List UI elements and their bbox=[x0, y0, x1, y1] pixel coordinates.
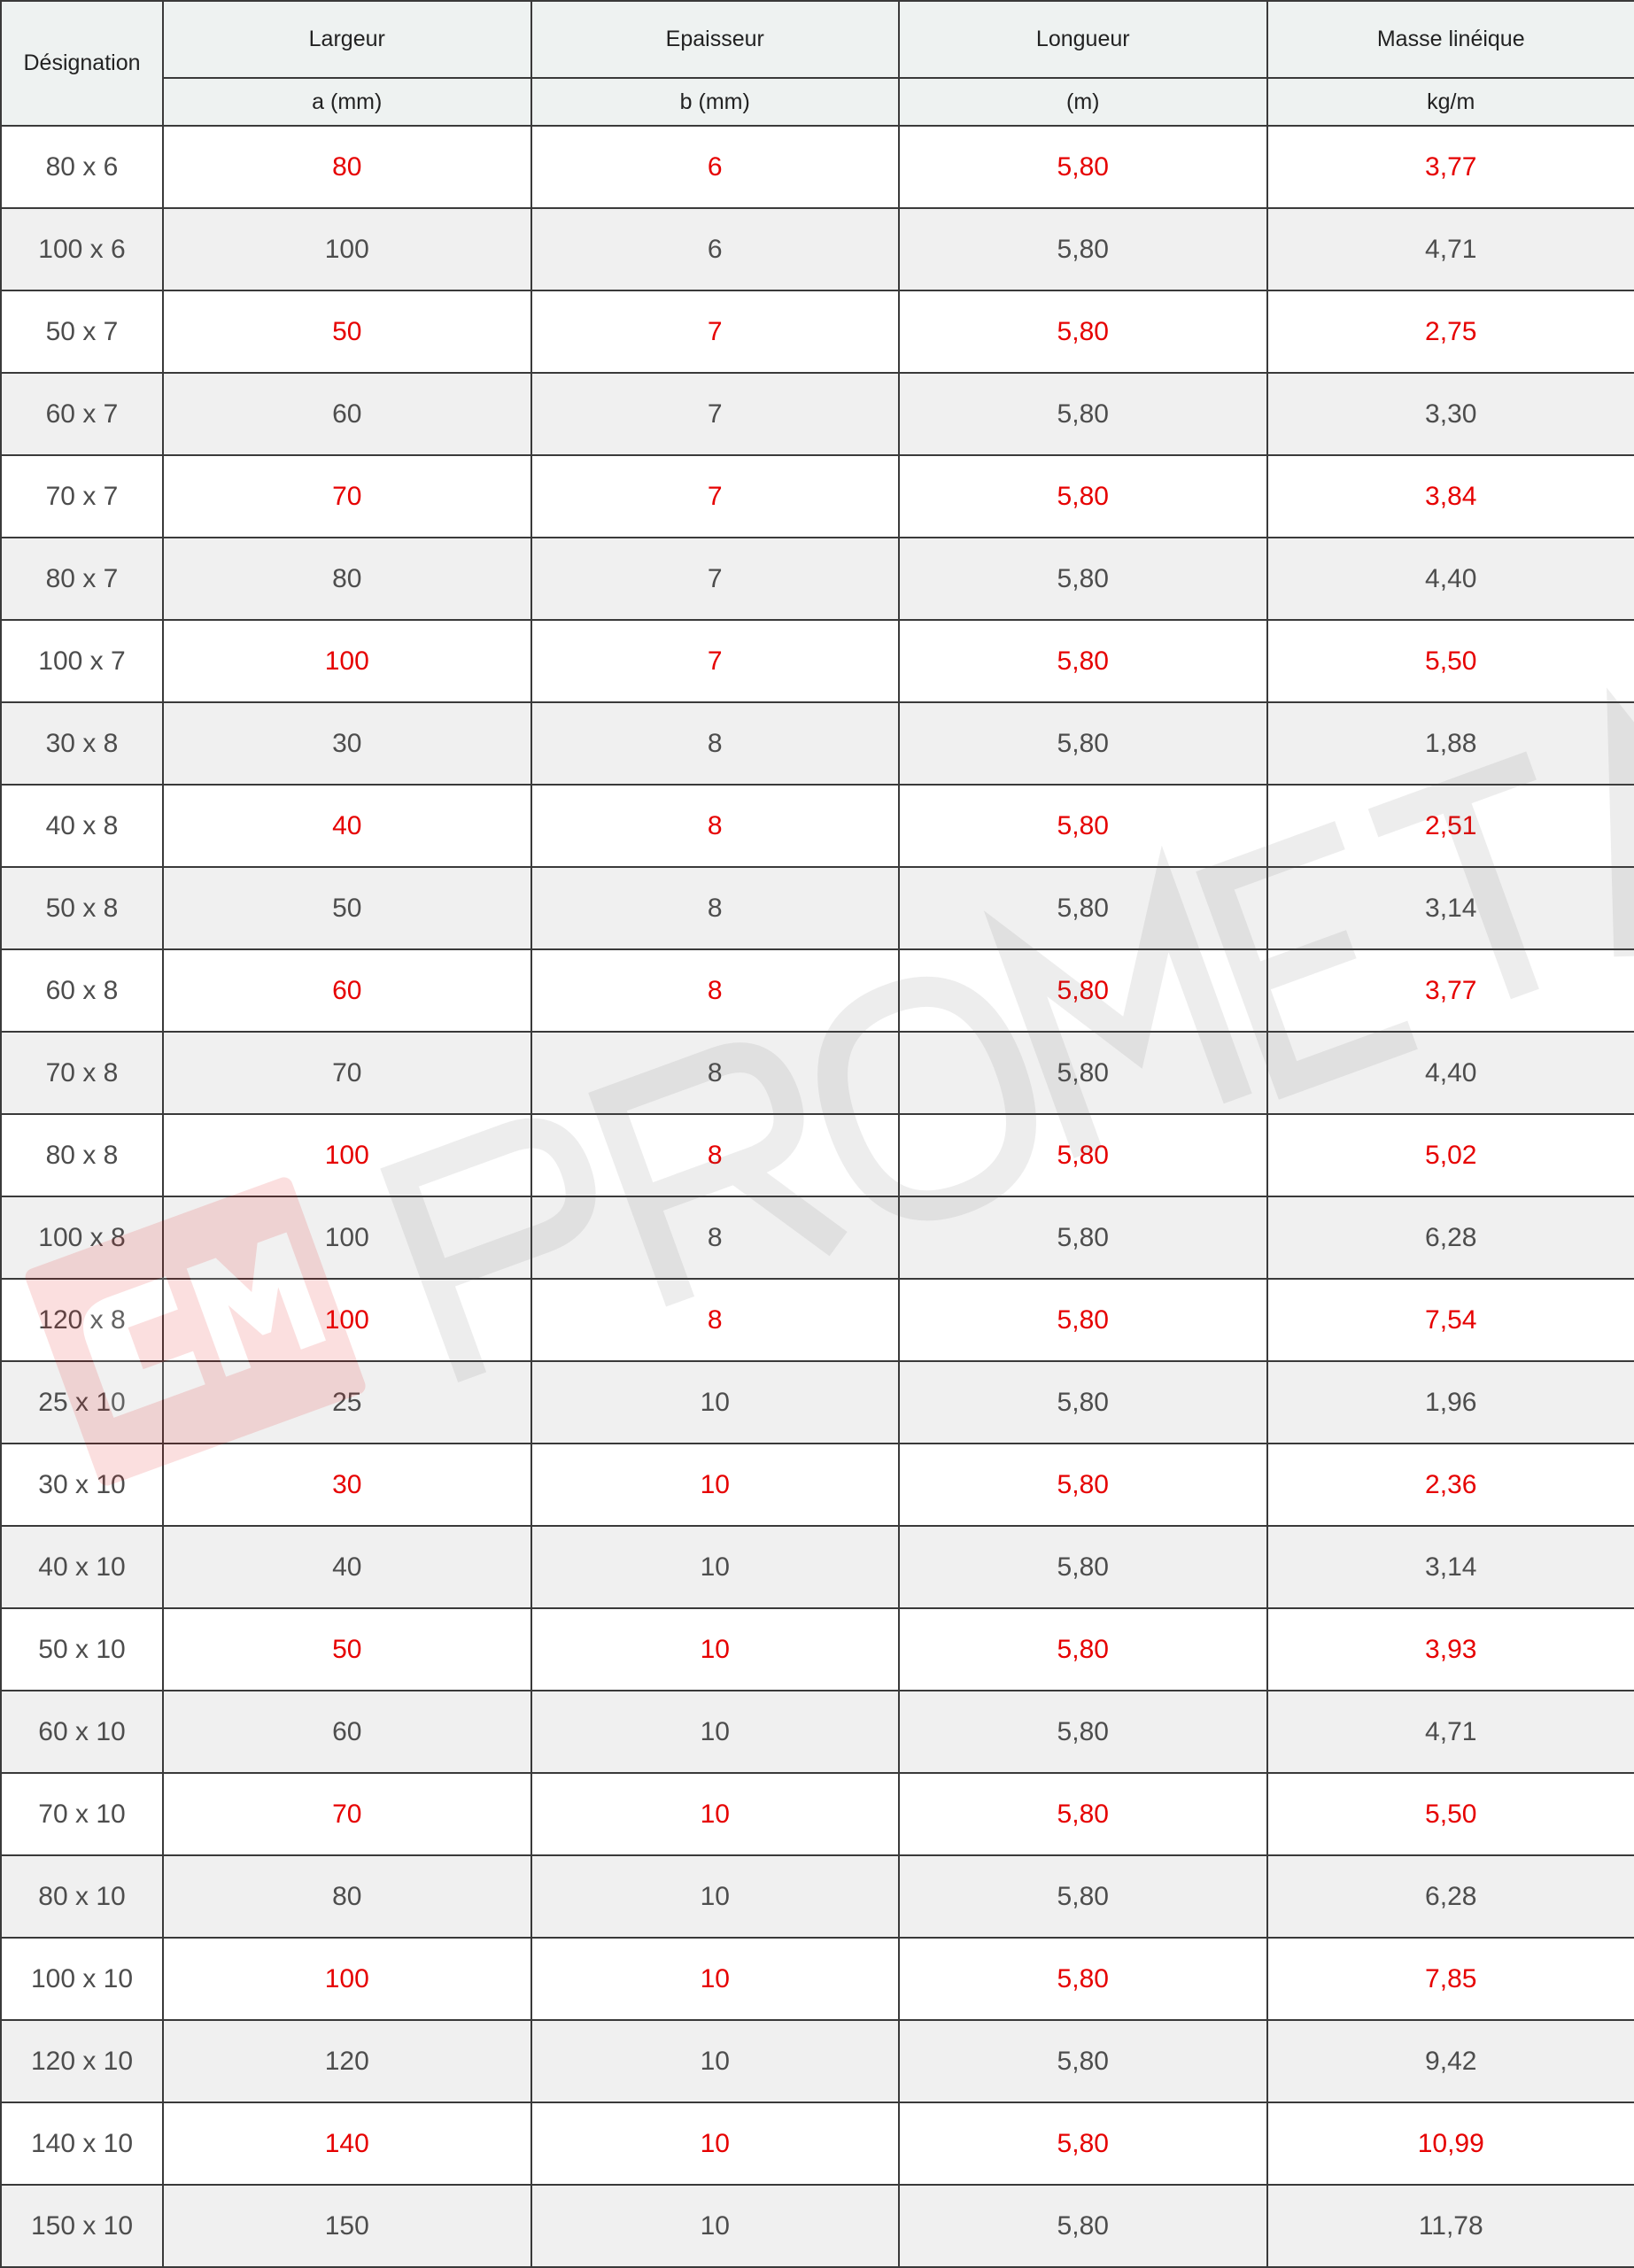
table-row bbox=[1, 2102, 1634, 2185]
cell-designation: 100 x 10 bbox=[1, 1938, 163, 2020]
cell-largeur: 100 bbox=[163, 1196, 531, 1279]
cell-largeur: 40 bbox=[163, 1526, 531, 1608]
cell-masse-lineique: 3,14 bbox=[1267, 867, 1634, 949]
cell-masse-lineique: 2,75 bbox=[1267, 290, 1634, 373]
table-row bbox=[1, 1361, 1634, 1444]
table-row bbox=[1, 1526, 1634, 1608]
cell-epaisseur: 8 bbox=[531, 1032, 900, 1114]
cell-longueur: 5,80 bbox=[899, 373, 1267, 455]
cell-longueur: 5,80 bbox=[899, 1608, 1267, 1691]
cell-epaisseur: 8 bbox=[531, 1279, 900, 1361]
cell-epaisseur: 7 bbox=[531, 290, 900, 373]
cell-designation: 140 x 10 bbox=[1, 2102, 163, 2185]
cell-longueur: 5,80 bbox=[899, 620, 1267, 702]
cell-largeur: 25 bbox=[163, 1361, 531, 1444]
cell-masse-lineique: 3,14 bbox=[1267, 1526, 1634, 1608]
cell-epaisseur: 10 bbox=[531, 1361, 900, 1444]
cell-largeur: 80 bbox=[163, 1855, 531, 1938]
cell-masse-lineique: 4,71 bbox=[1267, 1691, 1634, 1773]
cell-largeur: 60 bbox=[163, 1691, 531, 1773]
table-row bbox=[1, 785, 1634, 867]
cell-epaisseur: 10 bbox=[531, 1444, 900, 1526]
cell-epaisseur: 10 bbox=[531, 1855, 900, 1938]
cell-masse-lineique: 11,78 bbox=[1267, 2185, 1634, 2267]
table-row bbox=[1, 290, 1634, 373]
cell-epaisseur: 8 bbox=[531, 949, 900, 1032]
cell-longueur: 5,80 bbox=[899, 702, 1267, 785]
cell-masse-lineique: 10,99 bbox=[1267, 2102, 1634, 2185]
cell-largeur: 70 bbox=[163, 1032, 531, 1114]
cell-epaisseur: 8 bbox=[531, 785, 900, 867]
cell-masse-lineique: 5,50 bbox=[1267, 620, 1634, 702]
cell-longueur: 5,80 bbox=[899, 1361, 1267, 1444]
header-row-titles bbox=[1, 1, 1634, 78]
unit-largeur: a (mm) bbox=[163, 78, 531, 126]
cell-longueur: 5,80 bbox=[899, 785, 1267, 867]
table-row bbox=[1, 538, 1634, 620]
cell-designation: 70 x 8 bbox=[1, 1032, 163, 1114]
table-row bbox=[1, 702, 1634, 785]
table-row bbox=[1, 1196, 1634, 1279]
header-largeur: Largeur bbox=[163, 1, 531, 78]
cell-longueur: 5,80 bbox=[899, 1773, 1267, 1855]
cell-designation: 70 x 10 bbox=[1, 1773, 163, 1855]
cell-designation: 40 x 8 bbox=[1, 785, 163, 867]
cell-epaisseur: 10 bbox=[531, 1773, 900, 1855]
cell-largeur: 100 bbox=[163, 1938, 531, 2020]
cell-longueur: 5,80 bbox=[899, 455, 1267, 538]
cell-designation: 100 x 6 bbox=[1, 208, 163, 290]
cell-longueur: 5,80 bbox=[899, 1855, 1267, 1938]
cell-masse-lineique: 6,28 bbox=[1267, 1855, 1634, 1938]
table-row bbox=[1, 1444, 1634, 1526]
cell-epaisseur: 7 bbox=[531, 538, 900, 620]
cell-longueur: 5,80 bbox=[899, 1279, 1267, 1361]
table-row bbox=[1, 1691, 1634, 1773]
cell-masse-lineique: 5,02 bbox=[1267, 1114, 1634, 1196]
cell-largeur: 100 bbox=[163, 620, 531, 702]
cell-designation: 80 x 8 bbox=[1, 1114, 163, 1196]
cell-designation: 100 x 8 bbox=[1, 1196, 163, 1279]
cell-longueur: 5,80 bbox=[899, 538, 1267, 620]
cell-masse-lineique: 3,93 bbox=[1267, 1608, 1634, 1691]
header-designation: Désignation bbox=[1, 1, 163, 126]
cell-masse-lineique: 3,77 bbox=[1267, 949, 1634, 1032]
cell-largeur: 50 bbox=[163, 290, 531, 373]
table-row bbox=[1, 1938, 1634, 2020]
cell-largeur: 60 bbox=[163, 373, 531, 455]
cell-masse-lineique: 3,77 bbox=[1267, 126, 1634, 208]
cell-largeur: 80 bbox=[163, 126, 531, 208]
cell-longueur: 5,80 bbox=[899, 949, 1267, 1032]
cell-largeur: 80 bbox=[163, 538, 531, 620]
cell-epaisseur: 7 bbox=[531, 455, 900, 538]
cell-masse-lineique: 7,85 bbox=[1267, 1938, 1634, 2020]
cell-epaisseur: 8 bbox=[531, 702, 900, 785]
cell-longueur: 5,80 bbox=[899, 1114, 1267, 1196]
table-row bbox=[1, 1279, 1634, 1361]
cell-largeur: 50 bbox=[163, 867, 531, 949]
cell-masse-lineique: 5,50 bbox=[1267, 1773, 1634, 1855]
table-row bbox=[1, 1114, 1634, 1196]
cell-largeur: 100 bbox=[163, 1114, 531, 1196]
cell-longueur: 5,80 bbox=[899, 2185, 1267, 2267]
cell-longueur: 5,80 bbox=[899, 126, 1267, 208]
header-longueur: Longueur bbox=[899, 1, 1267, 78]
unit-longueur: (m) bbox=[899, 78, 1267, 126]
cell-designation: 50 x 10 bbox=[1, 1608, 163, 1691]
cell-designation: 120 x 10 bbox=[1, 2020, 163, 2102]
table-row bbox=[1, 1855, 1634, 1938]
cell-longueur: 5,80 bbox=[899, 2020, 1267, 2102]
cell-masse-lineique: 2,51 bbox=[1267, 785, 1634, 867]
cell-largeur: 70 bbox=[163, 455, 531, 538]
cell-epaisseur: 10 bbox=[531, 2102, 900, 2185]
cell-masse-lineique: 2,36 bbox=[1267, 1444, 1634, 1526]
table-row bbox=[1, 620, 1634, 702]
cell-masse-lineique: 4,71 bbox=[1267, 208, 1634, 290]
cell-epaisseur: 8 bbox=[531, 1196, 900, 1279]
cell-longueur: 5,80 bbox=[899, 1196, 1267, 1279]
cell-masse-lineique: 1,96 bbox=[1267, 1361, 1634, 1444]
cell-designation: 120 x 8 bbox=[1, 1279, 163, 1361]
cell-largeur: 50 bbox=[163, 1608, 531, 1691]
cell-designation: 60 x 7 bbox=[1, 373, 163, 455]
cell-longueur: 5,80 bbox=[899, 208, 1267, 290]
cell-largeur: 40 bbox=[163, 785, 531, 867]
cell-designation: 100 x 7 bbox=[1, 620, 163, 702]
cell-masse-lineique: 6,28 bbox=[1267, 1196, 1634, 1279]
table-row bbox=[1, 1608, 1634, 1691]
table-row bbox=[1, 2020, 1634, 2102]
cell-largeur: 30 bbox=[163, 1444, 531, 1526]
cell-epaisseur: 6 bbox=[531, 208, 900, 290]
cell-epaisseur: 8 bbox=[531, 867, 900, 949]
cell-longueur: 5,80 bbox=[899, 1526, 1267, 1608]
cell-masse-lineique: 7,54 bbox=[1267, 1279, 1634, 1361]
unit-masse: kg/m bbox=[1267, 78, 1634, 126]
cell-epaisseur: 10 bbox=[531, 2185, 900, 2267]
cell-epaisseur: 10 bbox=[531, 1526, 900, 1608]
cell-designation: 80 x 6 bbox=[1, 126, 163, 208]
cell-designation: 30 x 10 bbox=[1, 1444, 163, 1526]
cell-longueur: 5,80 bbox=[899, 1444, 1267, 1526]
table-row bbox=[1, 208, 1634, 290]
table-row bbox=[1, 126, 1634, 208]
table-row bbox=[1, 949, 1634, 1032]
cell-largeur: 100 bbox=[163, 208, 531, 290]
unit-epaisseur: b (mm) bbox=[531, 78, 900, 126]
cell-epaisseur: 10 bbox=[531, 1938, 900, 2020]
cell-epaisseur: 10 bbox=[531, 2020, 900, 2102]
header-epaisseur: Epaisseur bbox=[531, 1, 900, 78]
cell-epaisseur: 10 bbox=[531, 1691, 900, 1773]
cell-designation: 60 x 8 bbox=[1, 949, 163, 1032]
cell-designation: 50 x 8 bbox=[1, 867, 163, 949]
cell-largeur: 100 bbox=[163, 1279, 531, 1361]
table-row bbox=[1, 373, 1634, 455]
cell-epaisseur: 6 bbox=[531, 126, 900, 208]
cell-largeur: 60 bbox=[163, 949, 531, 1032]
cell-largeur: 140 bbox=[163, 2102, 531, 2185]
cell-longueur: 5,80 bbox=[899, 867, 1267, 949]
cell-masse-lineique: 4,40 bbox=[1267, 1032, 1634, 1114]
cell-designation: 150 x 10 bbox=[1, 2185, 163, 2267]
header-row-units bbox=[1, 78, 1634, 126]
cell-masse-lineique: 1,88 bbox=[1267, 702, 1634, 785]
table-row bbox=[1, 1032, 1634, 1114]
cell-largeur: 70 bbox=[163, 1773, 531, 1855]
cell-designation: 80 x 10 bbox=[1, 1855, 163, 1938]
cell-epaisseur: 8 bbox=[531, 1114, 900, 1196]
cell-designation: 50 x 7 bbox=[1, 290, 163, 373]
table-header bbox=[1, 1, 1634, 126]
header-masse-lineique: Masse linéique bbox=[1267, 1, 1634, 78]
cell-designation: 40 x 10 bbox=[1, 1526, 163, 1608]
cell-longueur: 5,80 bbox=[899, 1691, 1267, 1773]
cell-largeur: 150 bbox=[163, 2185, 531, 2267]
cell-designation: 30 x 8 bbox=[1, 702, 163, 785]
table-body bbox=[1, 126, 1634, 2267]
table-row bbox=[1, 1773, 1634, 1855]
cell-longueur: 5,80 bbox=[899, 290, 1267, 373]
cell-longueur: 5,80 bbox=[899, 1032, 1267, 1114]
cell-designation: 80 x 7 bbox=[1, 538, 163, 620]
cell-masse-lineique: 9,42 bbox=[1267, 2020, 1634, 2102]
cell-masse-lineique: 3,84 bbox=[1267, 455, 1634, 538]
cell-largeur: 30 bbox=[163, 702, 531, 785]
cell-designation: 60 x 10 bbox=[1, 1691, 163, 1773]
cell-epaisseur: 7 bbox=[531, 620, 900, 702]
cell-longueur: 5,80 bbox=[899, 2102, 1267, 2185]
cell-designation: 25 x 10 bbox=[1, 1361, 163, 1444]
table-row bbox=[1, 867, 1634, 949]
cell-epaisseur: 7 bbox=[531, 373, 900, 455]
cell-longueur: 5,80 bbox=[899, 1938, 1267, 2020]
cell-masse-lineique: 3,30 bbox=[1267, 373, 1634, 455]
table-row bbox=[1, 2185, 1634, 2267]
cell-epaisseur: 10 bbox=[531, 1608, 900, 1691]
cell-designation: 70 x 7 bbox=[1, 455, 163, 538]
cell-masse-lineique: 4,40 bbox=[1267, 538, 1634, 620]
cell-largeur: 120 bbox=[163, 2020, 531, 2102]
table-row bbox=[1, 455, 1634, 538]
